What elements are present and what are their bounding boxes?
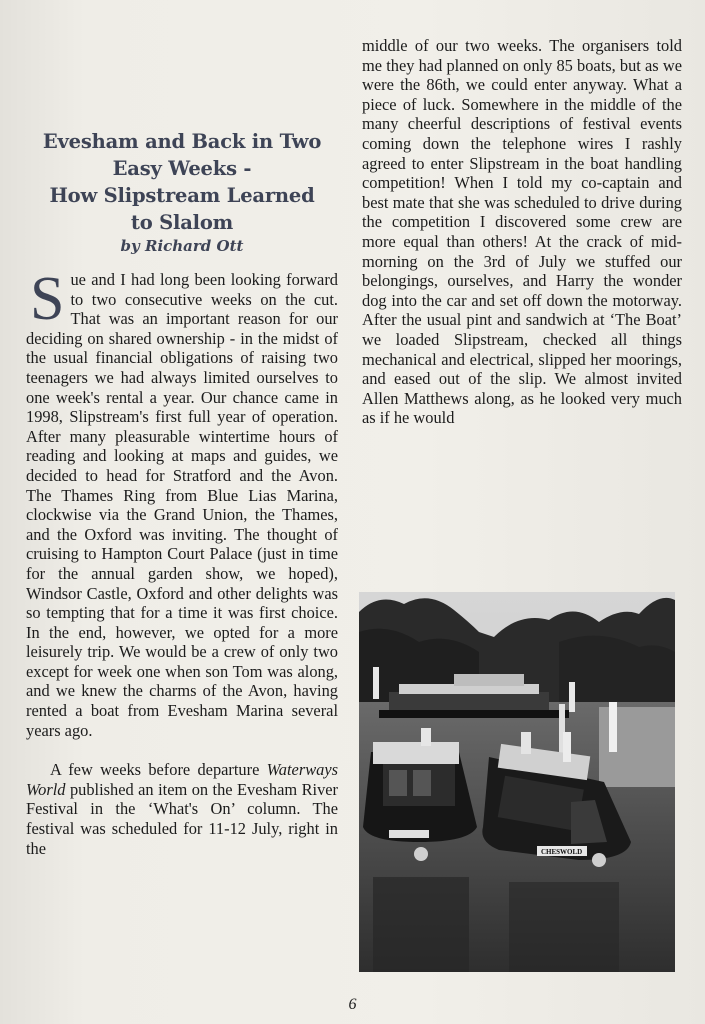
headline-line: Easy Weeks - [112, 157, 252, 180]
paragraph-1-text: ue and I had long been looking forward to two consecutive weeks on the cut. That was an important reason for our deciding on shared ownership - in the midst of the usual financial obligations of raising two teenagers we had always limited ourselves to one week's rental a year. Our chance came in 1998, Slipstream's first full year of operation. After many pleasurable wintertime hours of reading and looking at maps and guides, we decided to head for Stratford and the Avon. The Thames Ring from Blue Lias Marina, clockwise via the Grand Union, the Thames, and the Oxford was inviting. The thought of cruising to Hampton Court Palace (just in time for the annual garden show, we hoped), Windsor Castle, Oxford and other delights was so tempting that for a time it was first choice. In the end, however, we opted for a more leisurely trip. We would be a crew of only two except for week one when son Tom was along, and we knew the charms of the Avon, having rented a boat from Evesham Marina several years ago. [26, 270, 338, 740]
headline-line: Evesham and Back in Two [42, 130, 322, 153]
article-headline [26, 128, 338, 236]
left-column [26, 128, 338, 858]
canal-boats-photo [359, 592, 675, 972]
magazine-title: Waterways World [26, 760, 338, 799]
page-number: 6 [348, 996, 357, 1013]
right-column [362, 36, 682, 428]
paragraph-2-end: published an item on the Evesham River Festival in the ‘What's On’ column. The festival was scheduled for 11-12 July, right in the [26, 779, 338, 858]
boat-name-label: CHESWOLD [541, 848, 583, 856]
drop-cap: S [30, 265, 65, 333]
paragraph-3: middle of our two weeks. The organisers told me they had planned on only 85 boats, but as we were the 86th, we could enter anyway. What a piece of luck. Somewhere in the middle of the many cheerful descriptions of festival events coming down the telephone wires I rashly agreed to enter Slipstream in the boat handling competition! When I told my co-captain and best mate that she was scheduled to drive during the competition I discovered some crew are more equal than others! At the crack of mid-morning on the 3rd of July we stuffed our belongings, ourselves, and Harry the wonder dog into the car and set off down the motorway. After the usual pint and sandwich at ‘The Boat’ we loaded Slipstream, checked all things mechanical and electrical, slipped her moorings, and eased out of the slip. We almost invited Allen Matthews along, as he looked very much as if he would [362, 36, 682, 428]
headline-line: How Slipstream Learned [49, 184, 315, 207]
headline-line: to Slalom [130, 211, 234, 234]
article-byline: by Richard Ott [120, 237, 244, 255]
paragraph-2 [26, 760, 338, 858]
paragraph-2-start: A few weeks before departure [50, 760, 267, 780]
paragraph-1 [26, 265, 338, 740]
canal-boats-illustration [359, 592, 675, 972]
